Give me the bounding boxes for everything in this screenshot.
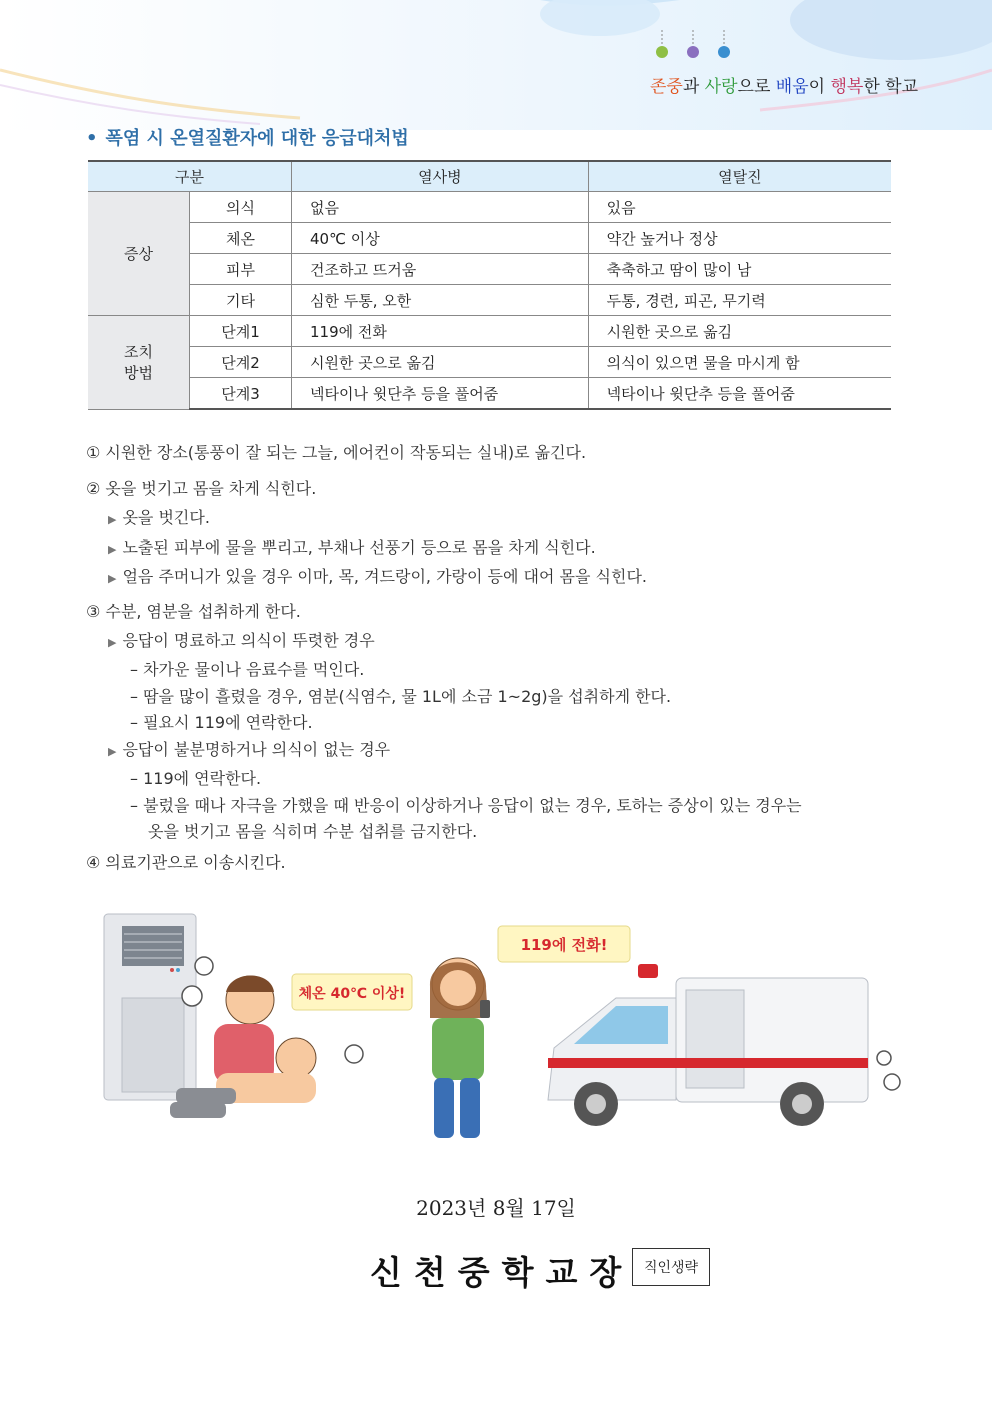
motto-segment: 사랑 [704, 77, 738, 97]
exhaustion-cell: 축축하고 땀이 많이 남 [588, 254, 891, 285]
heatstroke-cell: 시원한 곳으로 옮김 [292, 347, 589, 378]
step-4: ④ 의료기관으로 이송시킨다. [86, 853, 286, 872]
step-3a-3: – 필요시 119에 연락한다. [130, 713, 313, 732]
exhaustion-cell: 약간 높거나 정상 [588, 223, 891, 254]
motto-segment: 한 학교 [863, 77, 918, 97]
step-2b: 노출된 피부에 물을 뿌리고, 부채나 선풍기 등으로 몸을 차게 식힌다. [122, 538, 596, 557]
step-1: ① 시원한 장소(통풍이 잘 되는 그늘, 에어컨이 작동되는 실내)로 옮긴다. [86, 443, 587, 462]
triangle-bullet-icon: ▶ [108, 543, 117, 556]
table-header-category: 구분 [88, 161, 292, 192]
step-2a: 옷을 벗긴다. [122, 508, 210, 527]
principal-signature: 신천중학교장 [370, 1253, 634, 1292]
row-label: 의식 [190, 192, 292, 223]
table-row [88, 316, 891, 347]
step-3-case [108, 737, 390, 760]
table-row [88, 192, 891, 223]
exhaustion-cell: 시원한 곳으로 옮김 [588, 316, 891, 347]
row-label: 단계3 [190, 378, 292, 410]
calling-person-icon [430, 958, 490, 1138]
bubble-call-text: 119에 전화! [520, 936, 608, 954]
table-header-heat-exhaustion: 열탈진 [588, 161, 891, 192]
step-3: ③ 수분, 염분을 섭취하게 한다. [86, 602, 301, 621]
section-title [86, 124, 409, 150]
action-category [88, 316, 190, 410]
table-row [88, 285, 891, 316]
table-header-heatstroke: 열사병 [292, 161, 589, 192]
triangle-bullet-icon: ▶ [108, 572, 117, 585]
row-label: 체온 [190, 223, 292, 254]
section-title-text: 폭염 시 온열질환자에 대한 응급대처법 [105, 128, 409, 149]
step-3b-2: – 불렀을 때나 자극을 가했을 때 반응이 이상하거나 응답이 없는 경우, 토하는 증상이 있는 경우는 [130, 796, 802, 815]
step-3-case [108, 628, 375, 651]
motto-segment: 이 [808, 77, 831, 97]
table-row [88, 347, 891, 378]
heatstroke-cell: 119에 전화 [292, 316, 589, 347]
document-date: 2023년 8월 17일 [416, 1196, 576, 1220]
triangle-bullet-icon: ▶ [108, 513, 117, 526]
heatstroke-cell: 심한 두통, 오한 [292, 285, 589, 316]
row-label: 기타 [190, 285, 292, 316]
step-3b: 응답이 불분명하거나 의식이 없는 경우 [122, 740, 391, 759]
motto-segment: 과 [682, 77, 705, 97]
motto-segment: 으로 [737, 77, 776, 97]
exhaustion-cell: 의식이 있으면 물을 마시게 함 [588, 347, 891, 378]
bullet-icon: • [86, 128, 98, 149]
heatstroke-cell: 넥타이나 윗단추 등을 풀어줌 [292, 378, 589, 410]
step-3b-2-cont: 옷을 벗기고 몸을 식히며 수분 섭취를 금지한다. [148, 822, 478, 841]
row-label: 단계1 [190, 316, 292, 347]
bubble-temp-text: 체온 40℃ 이상! [298, 986, 406, 1002]
heatstroke-cell: 40℃ 이상 [292, 223, 589, 254]
school-motto [650, 72, 918, 97]
step-2c: 얼음 주머니가 있을 경우 이마, 목, 겨드랑이, 가랑이 등에 대어 몸을 식힌다. [122, 567, 647, 586]
step-2-item [108, 535, 596, 558]
step-2-item [108, 505, 210, 528]
step-3b-1: – 119에 연락한다. [130, 769, 262, 788]
triangle-bullet-icon: ▶ [108, 636, 117, 649]
step-3a: 응답이 명료하고 의식이 뚜렷한 경우 [122, 631, 375, 650]
table-row [88, 223, 891, 254]
motto-segment: 존중 [649, 77, 683, 97]
table-row [88, 254, 891, 285]
step-2-item [108, 564, 647, 587]
step-3a-2: – 땀을 많이 흘렸을 경우, 염분(식염수, 물 1L에 소금 1~2g)을 섭취하게 한다. [130, 687, 672, 706]
exhaustion-cell: 있음 [588, 192, 891, 223]
exhaustion-cell: 두통, 경련, 피곤, 무기력 [588, 285, 891, 316]
heatstroke-cell: 건조하고 뜨거움 [292, 254, 589, 285]
seal-omitted-box: 직인생략 [632, 1248, 710, 1286]
symptom-category: 증상 [88, 192, 190, 316]
action-label-line1: 조치 [124, 343, 153, 362]
triangle-bullet-icon: ▶ [108, 745, 117, 758]
air-conditioner-icon [104, 914, 196, 1100]
heat-illness-table [88, 160, 891, 410]
ambulance-icon [548, 964, 868, 1126]
table-row [88, 378, 891, 410]
exhaustion-cell: 넥타이나 윗단추 등을 풀어줌 [588, 378, 891, 410]
step-3a-1: – 차가운 물이나 음료수를 먹인다. [130, 660, 365, 679]
table-header-row [88, 161, 891, 192]
action-label-line2: 방법 [124, 364, 153, 383]
heatstroke-cell: 없음 [292, 192, 589, 223]
row-label: 단계2 [190, 347, 292, 378]
helper-person-icon [214, 976, 274, 1085]
motto-segment: 행복 [830, 77, 864, 97]
step-2: ② 옷을 벗기고 몸을 차게 식힌다. [86, 479, 317, 498]
row-label: 피부 [190, 254, 292, 285]
decorative-dots [650, 30, 740, 66]
header-decoration [0, 0, 992, 130]
first-aid-illustration [96, 908, 916, 1158]
motto-segment: 배움 [775, 77, 809, 97]
